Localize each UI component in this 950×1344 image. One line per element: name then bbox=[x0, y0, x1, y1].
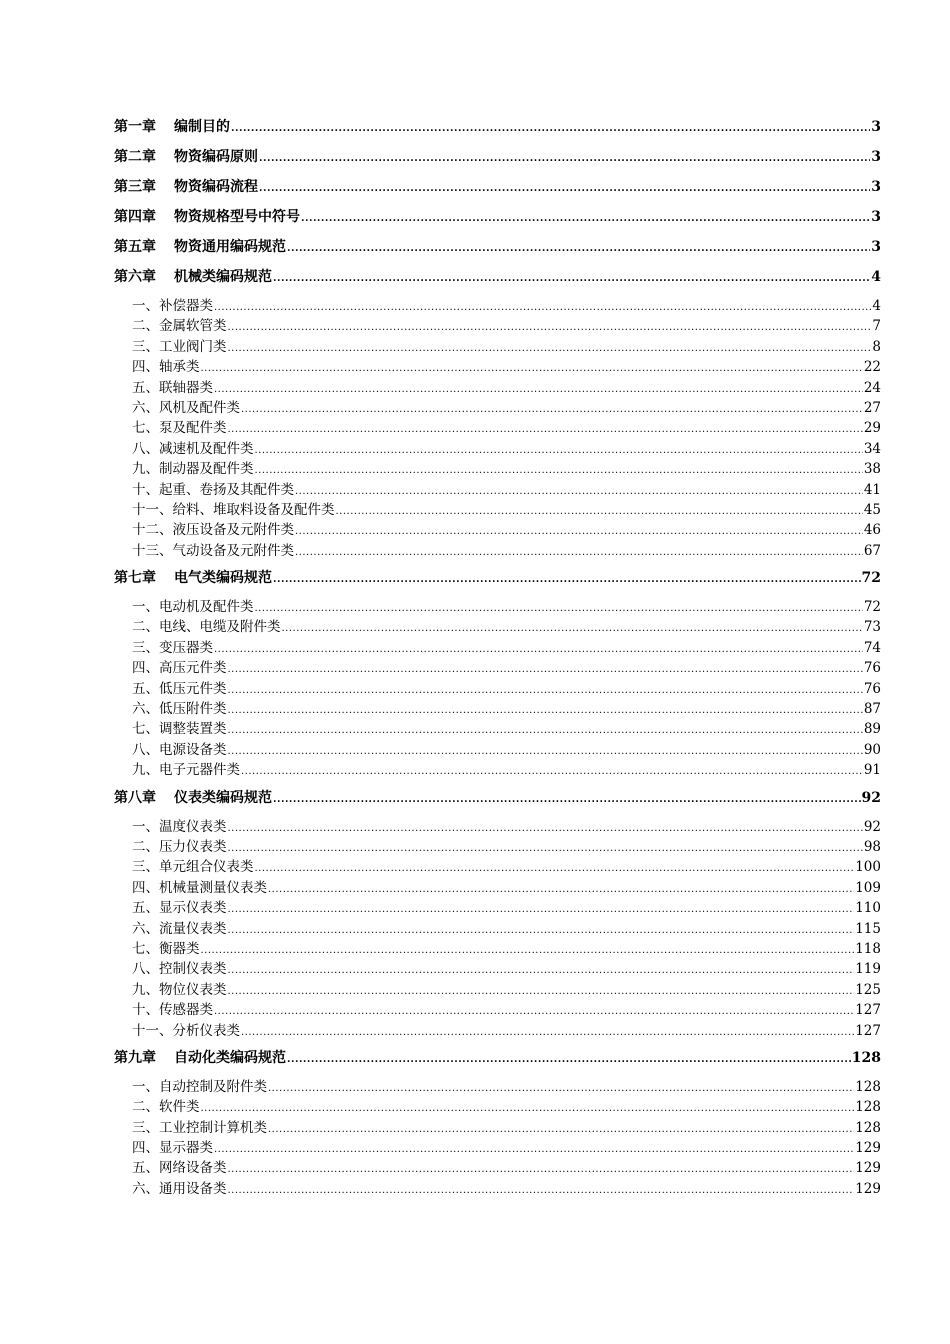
dot-leader bbox=[301, 214, 870, 224]
chapter-number: 第七章 bbox=[114, 570, 156, 587]
dot-leader bbox=[268, 1084, 854, 1094]
page-number: 87 bbox=[863, 701, 881, 718]
chapter-number: 第三章 bbox=[114, 179, 156, 195]
section-title: 五、低压元件类 bbox=[132, 680, 227, 697]
dot-leader bbox=[295, 487, 863, 497]
toc-chapter-entry[interactable] bbox=[114, 206, 881, 228]
toc-section-entry[interactable] bbox=[114, 717, 881, 737]
toc-section-entry[interactable] bbox=[114, 738, 881, 758]
dot-leader bbox=[201, 946, 855, 956]
dot-leader bbox=[259, 184, 870, 194]
toc-section-entry[interactable] bbox=[114, 615, 881, 635]
toc-section-entry[interactable] bbox=[114, 498, 881, 518]
page-number: 73 bbox=[863, 619, 881, 636]
page-number: 4 bbox=[871, 269, 881, 285]
section-title: 十三、气动设备及元附件类 bbox=[132, 542, 294, 559]
toc-section-entry[interactable] bbox=[114, 835, 881, 855]
chapter-number: 第一章 bbox=[114, 119, 156, 135]
section-title: 三、单元组合仪表类 bbox=[132, 859, 254, 876]
section-title: 五、显示仪表类 bbox=[132, 900, 227, 917]
section-title: 二、电线、电缆及附件类 bbox=[132, 619, 281, 636]
dot-leader bbox=[201, 1104, 855, 1114]
page-number: 27 bbox=[863, 399, 881, 416]
page-number: 3 bbox=[871, 149, 881, 165]
chapter-title: 自动化类编码规范 bbox=[174, 1049, 286, 1066]
page-number: 38 bbox=[863, 461, 881, 478]
toc-section-entry[interactable] bbox=[114, 1177, 881, 1197]
page-number: 128 bbox=[855, 1119, 881, 1136]
page-number: 34 bbox=[863, 440, 881, 457]
dot-leader bbox=[241, 405, 863, 415]
dot-leader bbox=[241, 767, 863, 777]
page-number: 90 bbox=[863, 741, 881, 758]
toc-section-entry[interactable] bbox=[114, 758, 881, 778]
chapter-title: 编制目的 bbox=[174, 119, 230, 135]
dot-leader bbox=[228, 747, 863, 757]
section-title: 四、轴承类 bbox=[132, 359, 200, 376]
page-number: 129 bbox=[855, 1180, 881, 1197]
chapter-number: 第五章 bbox=[114, 239, 156, 255]
toc-section-entry[interactable] bbox=[114, 998, 881, 1018]
toc-section-entry[interactable] bbox=[114, 1095, 881, 1115]
section-title: 七、衡器类 bbox=[132, 940, 200, 957]
page-number: 125 bbox=[855, 981, 881, 998]
dot-leader bbox=[201, 364, 863, 374]
page-number: 128 bbox=[855, 1099, 881, 1116]
section-title: 六、流量仪表类 bbox=[132, 920, 227, 937]
dot-leader bbox=[214, 1145, 854, 1155]
page-number: 3 bbox=[871, 239, 881, 255]
dot-leader bbox=[268, 885, 854, 895]
dot-leader bbox=[228, 1165, 855, 1175]
section-title: 九、电子元器件类 bbox=[132, 762, 240, 779]
chapter-title: 仪表类编码规范 bbox=[174, 789, 272, 806]
toc-section-entry[interactable] bbox=[114, 1116, 881, 1136]
dot-leader bbox=[268, 1125, 854, 1135]
section-title: 六、通用设备类 bbox=[132, 1180, 227, 1197]
dot-leader bbox=[228, 926, 855, 936]
page-number: 3 bbox=[871, 209, 881, 225]
dot-leader bbox=[228, 344, 872, 354]
section-title: 十二、液压设备及元附件类 bbox=[132, 522, 294, 539]
toc-section-entry[interactable] bbox=[114, 1156, 881, 1176]
section-title: 六、风机及配件类 bbox=[132, 399, 240, 416]
dot-leader bbox=[214, 303, 871, 313]
chapter-title: 物资编码原则 bbox=[174, 149, 258, 165]
toc-section-entry[interactable] bbox=[114, 1075, 881, 1095]
toc-section-entry[interactable] bbox=[114, 314, 881, 334]
page-number: 110 bbox=[855, 900, 881, 917]
dot-leader bbox=[259, 154, 870, 164]
dot-leader bbox=[228, 1186, 855, 1196]
page-number: 41 bbox=[863, 481, 881, 498]
toc-chapter-entry[interactable] bbox=[114, 1047, 881, 1069]
chapter-title: 物资编码流程 bbox=[174, 179, 258, 195]
toc-chapter-entry[interactable] bbox=[114, 116, 881, 138]
dot-leader bbox=[228, 425, 863, 435]
page-number: 115 bbox=[855, 920, 881, 937]
page-number: 127 bbox=[855, 1022, 881, 1039]
section-title: 八、控制仪表类 bbox=[132, 961, 227, 978]
dot-leader bbox=[287, 244, 870, 254]
page-number: 3 bbox=[871, 119, 881, 135]
dot-leader bbox=[228, 844, 863, 854]
section-title: 六、低压附件类 bbox=[132, 701, 227, 718]
section-title: 八、电源设备类 bbox=[132, 741, 227, 758]
toc-section-entry[interactable] bbox=[114, 937, 881, 957]
dot-leader bbox=[214, 385, 863, 395]
dot-leader bbox=[228, 726, 863, 736]
page-number: 92 bbox=[863, 818, 881, 835]
toc-section-entry[interactable] bbox=[114, 416, 881, 436]
page-number: 129 bbox=[855, 1140, 881, 1157]
toc-section-entry[interactable] bbox=[114, 697, 881, 717]
page-number: 119 bbox=[855, 961, 881, 978]
toc-section-entry[interactable] bbox=[114, 355, 881, 375]
chapter-number: 第六章 bbox=[114, 269, 156, 285]
dot-leader bbox=[295, 548, 863, 558]
dot-leader bbox=[255, 864, 855, 874]
section-title: 十、起重、卷扬及其配件类 bbox=[132, 481, 294, 498]
chapter-title: 机械类编码规范 bbox=[174, 269, 272, 285]
toc-section-entry[interactable] bbox=[114, 376, 881, 396]
chapter-number: 第九章 bbox=[114, 1049, 156, 1066]
section-title: 三、工业阀门类 bbox=[132, 338, 227, 355]
toc-section-entry[interactable] bbox=[114, 896, 881, 916]
chapter-title: 物资规格型号中符号 bbox=[174, 209, 300, 225]
dot-leader bbox=[273, 575, 861, 585]
toc-section-entry[interactable] bbox=[114, 876, 881, 896]
page-number: 100 bbox=[855, 859, 881, 876]
section-title: 五、网络设备类 bbox=[132, 1160, 227, 1177]
toc-chapter-entry[interactable] bbox=[114, 146, 881, 168]
dot-leader bbox=[295, 527, 863, 537]
toc-section-entry[interactable] bbox=[114, 539, 881, 559]
dot-leader bbox=[255, 446, 863, 456]
page-number: 76 bbox=[863, 680, 881, 697]
page-number: 4 bbox=[872, 298, 881, 314]
toc-section-entry[interactable] bbox=[114, 518, 881, 538]
dot-leader bbox=[214, 645, 863, 655]
chapter-number: 第四章 bbox=[114, 209, 156, 225]
toc-chapter-entry[interactable] bbox=[114, 567, 881, 589]
page-number: 128 bbox=[855, 1078, 881, 1095]
page-number: 129 bbox=[855, 1160, 881, 1177]
dot-leader bbox=[282, 624, 863, 634]
section-title: 二、软件类 bbox=[132, 1099, 200, 1116]
toc-section-entry[interactable] bbox=[114, 478, 881, 498]
toc-chapter-entry[interactable] bbox=[114, 266, 881, 288]
toc-section-entry[interactable] bbox=[114, 656, 881, 676]
section-title: 八、减速机及配件类 bbox=[132, 440, 254, 457]
dot-leader bbox=[228, 323, 872, 333]
chapter-number: 第八章 bbox=[114, 789, 156, 806]
section-title: 二、金属软管类 bbox=[132, 318, 227, 335]
toc-section-entry[interactable] bbox=[114, 677, 881, 697]
dot-leader bbox=[228, 824, 863, 834]
page-number: 67 bbox=[863, 542, 881, 559]
toc-section-entry[interactable] bbox=[114, 457, 881, 477]
toc-section-entry[interactable] bbox=[114, 957, 881, 977]
page-number: 89 bbox=[863, 721, 881, 738]
section-title: 九、物位仪表类 bbox=[132, 981, 227, 998]
dot-leader bbox=[228, 966, 855, 976]
page-number: 72 bbox=[861, 570, 881, 587]
toc-chapter-entry[interactable] bbox=[114, 176, 881, 198]
section-title: 十一、给料、堆取料设备及配件类 bbox=[132, 501, 335, 518]
section-title: 九、制动器及配件类 bbox=[132, 461, 254, 478]
page-number: 29 bbox=[863, 420, 881, 437]
toc-section-entry[interactable] bbox=[114, 636, 881, 656]
toc-section-entry[interactable] bbox=[114, 917, 881, 937]
section-title: 三、工业控制计算机类 bbox=[132, 1119, 267, 1136]
toc-section-entry[interactable] bbox=[114, 978, 881, 998]
dot-leader bbox=[228, 905, 855, 915]
toc-section-entry[interactable] bbox=[114, 294, 881, 314]
page-number: 92 bbox=[861, 789, 881, 806]
toc-section-entry[interactable] bbox=[114, 595, 881, 615]
section-title: 一、补偿器类 bbox=[132, 298, 213, 314]
dot-leader bbox=[228, 686, 863, 696]
section-title: 三、变压器类 bbox=[132, 639, 213, 656]
page-number: 7 bbox=[872, 318, 881, 335]
toc-chapter-entry[interactable] bbox=[114, 787, 881, 809]
dot-leader bbox=[255, 466, 863, 476]
dot-leader bbox=[273, 274, 870, 284]
section-title: 十、传感器类 bbox=[132, 1002, 213, 1019]
page-number: 24 bbox=[863, 379, 881, 396]
section-title: 四、显示器类 bbox=[132, 1140, 213, 1157]
dot-leader bbox=[336, 507, 863, 517]
page-number: 45 bbox=[863, 501, 881, 518]
page-number: 109 bbox=[855, 879, 881, 896]
page-number: 74 bbox=[863, 639, 881, 656]
page-number: 76 bbox=[863, 660, 881, 677]
section-title: 一、电动机及配件类 bbox=[132, 599, 254, 616]
dot-leader bbox=[231, 124, 870, 134]
toc-section-entry[interactable] bbox=[114, 396, 881, 416]
dot-leader bbox=[228, 987, 855, 997]
page-number: 127 bbox=[855, 1002, 881, 1019]
chapter-title: 电气类编码规范 bbox=[174, 570, 272, 587]
page-number: 46 bbox=[863, 522, 881, 539]
page-number: 22 bbox=[863, 359, 881, 376]
toc-section-entry[interactable] bbox=[114, 437, 881, 457]
toc-section-entry[interactable] bbox=[114, 1136, 881, 1156]
dot-leader bbox=[228, 706, 863, 716]
toc-section-entry[interactable] bbox=[114, 1019, 881, 1039]
dot-leader bbox=[255, 604, 863, 614]
section-title: 四、高压元件类 bbox=[132, 660, 227, 677]
page-number: 91 bbox=[863, 762, 881, 779]
page-number: 118 bbox=[855, 940, 881, 957]
page-number: 128 bbox=[851, 1049, 881, 1066]
section-title: 四、机械量测量仪表类 bbox=[132, 879, 267, 896]
page-number: 8 bbox=[872, 338, 881, 355]
dot-leader bbox=[214, 1007, 854, 1017]
dot-leader bbox=[228, 665, 863, 675]
toc-section-entry[interactable] bbox=[114, 815, 881, 835]
page-number: 98 bbox=[863, 838, 881, 855]
page-number: 72 bbox=[863, 599, 881, 616]
page-number: 3 bbox=[871, 179, 881, 195]
table-of-contents bbox=[114, 116, 881, 1197]
section-title: 五、联轴器类 bbox=[132, 379, 213, 396]
dot-leader bbox=[273, 795, 861, 805]
section-title: 七、泵及配件类 bbox=[132, 420, 227, 437]
dot-leader bbox=[287, 1055, 851, 1065]
section-title: 七、调整装置类 bbox=[132, 721, 227, 738]
toc-chapter-entry[interactable] bbox=[114, 236, 881, 258]
chapter-number: 第二章 bbox=[114, 149, 156, 165]
section-title: 一、温度仪表类 bbox=[132, 818, 227, 835]
chapter-title: 物资通用编码规范 bbox=[174, 239, 286, 255]
dot-leader bbox=[241, 1028, 854, 1038]
section-title: 一、自动控制及附件类 bbox=[132, 1078, 267, 1095]
section-title: 二、压力仪表类 bbox=[132, 838, 227, 855]
toc-section-entry[interactable] bbox=[114, 335, 881, 355]
section-title: 十一、分析仪表类 bbox=[132, 1022, 240, 1039]
toc-section-entry[interactable] bbox=[114, 855, 881, 875]
